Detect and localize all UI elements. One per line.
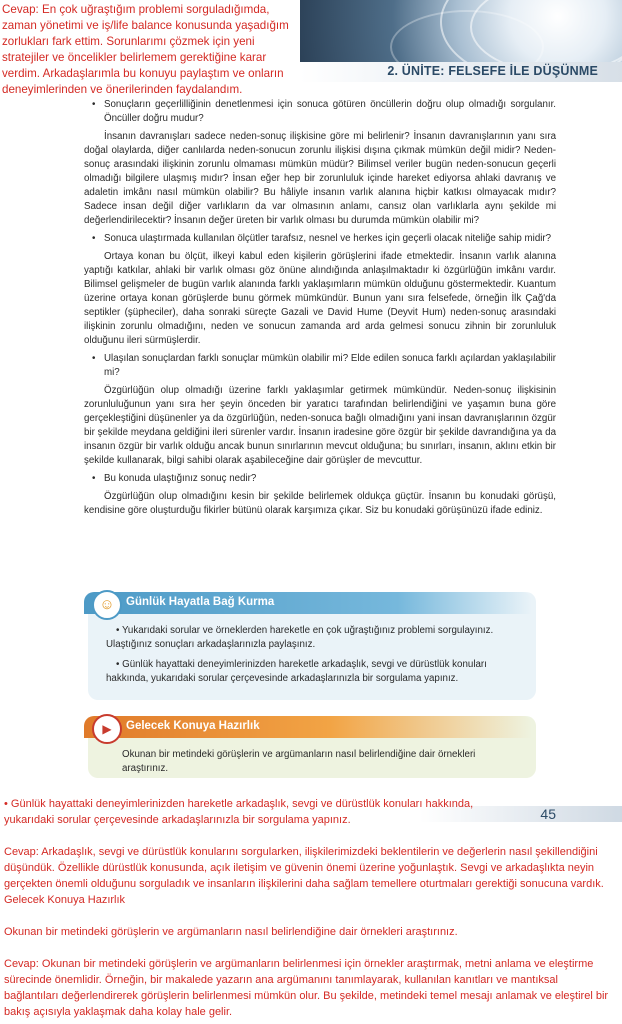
paragraph-alternatives: Özgürlüğün olup olmadığı üzerine farklı yaklaşımlar getirmek mümkündür. Neden-sonuç ilişkisinin zorunluluğunun yanı sıra her şeyin önceden bir yaratıcı tarafından belirlendiğini ve yaşamın buna göre gerçekleştiğini düşünenler ya da özgürlüğün, neden-sonuca bağlı olmadığını yani insan davranışlarının özgür bir şekilde meydana geldiğini ileri sürenler vardır. İnsanın iradesine göre özgür bir şekilde davrandığına ya da insanın özgür bir varlık olduğu ancak bunun sınırlarının mevcut olduğuna; bu sınırları, insanın, aklını etkin bir şekilde kullanarak, bilgi sahibi olarak aşabileceğine dair görüşler de mevcuttur. <box>84 385 556 466</box>
paragraph-conclusion: Özgürlüğün olup olmadığını kesin bir şekilde belirlemek oldukça güçtür. İnsanın bu konudaki görüşü, kendisine göre oluşturduğu fikirler bütünü olarak karşımıza çıkar. Siz bu konudaki görüşünüzü ifade ediniz. <box>84 491 556 516</box>
daily-life-item: • Yukarıdaki sorular ve örneklerden hareketle en çok uğraştığınız problemi sorgulayınız. Ulaştığınız sonuçları arkadaşlarınızla paylaşınız. <box>106 625 494 650</box>
next-topic-text: Okunan bir metindeki görüşlerin ve argümanların nasıl belirlendiğine dair örnekleri araştırınız. <box>122 749 476 774</box>
question-conclusion: • Bu konuda ulaştığınız sonuç nedir? <box>84 472 556 486</box>
paragraph-criteria: Ortaya konan bu ölçüt, ilkeyi kabul eden kişilerin görüşlerini ifade etmektedir. İnsanın varlık alanına yaptığı katkılar, ahlaki bir varlık olması göz önüne alındığında anlaşılmaktadır ki özgürlüğün imkânı vardır. Bilimsel gelişmeler de bugün varlık alanında farklı yaklaşımların mümkün olduğunu göstermektedir. Kuantum üzerine ortaya konan görüşlerde bunu görmek mümkündür. Bunun yanı sıra felsefede, örneğin İlk Çağ'da septikler (şüpheciler), daha sonraki süreçte Gazali ve David Hume (Deyvit Hum) neden-sonuç arasındaki ilişkinin zorunlu olmadığını, neden ve sonucun zamanda ard arda gelmesi sonucu zihnin bir zorunluluk olduğunu ileri sürmüşlerdir. <box>84 251 556 346</box>
question-alternatives: • Ulaşılan sonuçlardan farklı sonuçlar mümkün olabilir mi? Elde edilen sonuca farklı açılardan yaklaşılabilir mi? <box>84 352 556 380</box>
next-topic-title: Gelecek Konuya Hazırlık <box>126 720 260 732</box>
daily-life-header <box>84 592 532 614</box>
page-number: 45 <box>540 806 556 822</box>
top-answer-note: Cevap: En çok uğraştığım problemi sorguladığımda, zaman yönetimi ve iş/life balance konusunda yaşadığım zorlukları fark ettim. Sorunlarımı çözmek için yeni stratejiler ve öncelikler belirlemem gerektiğine karar verdim. Arkadaşlarımla bu konuyu paylaştım ve onların deneyimlerinden ve önerilerinden faydalandım. <box>2 3 289 96</box>
answer-question-repeat: • Günlük hayattaki deneyimlerinizden hareketle arkadaşlık, sevgi ve dürüstlük konuları hakkında, yukarıdaki sorular çerçevesinde arkadaşlarınızla bir sorgulama yapınız. <box>4 798 474 826</box>
next-topic-box <box>88 716 536 778</box>
daily-life-item: • Günlük hayattaki deneyimlerinizden hareketle arkadaşlık, sevgi ve dürüstlük konuları hakkında, yukarıdaki sorular çerçevesinde arkadaşlarınızla bir sorgulama yapınız. <box>106 659 487 684</box>
unit-title: 2. ÜNİTE: FELSEFE İLE DÜŞÜNME <box>387 64 598 78</box>
bottom-answers <box>4 796 614 1020</box>
answer-heading: Gelecek Konuya Hazırlık <box>4 894 126 906</box>
daily-life-title: Günlük Hayatla Bağ Kurma <box>126 596 275 608</box>
globe-icon: ☺ <box>92 590 122 620</box>
answer-task: Okunan bir metindeki görüşlerin ve argümanların nasıl belirlendiğine dair örnekleri araştırınız. <box>4 926 458 938</box>
daily-life-body <box>106 624 516 692</box>
answer-arguments: Cevap: Okunan bir metindeki görüşlerin ve argümanların belirlenmesi için örnekler araştırmak, metni anlama ve eleştirme sürecinde önemlidir. Örneğin, bir makalede yazarın ana argümanını tanımlayarak, kullanılan kanıtları ve mantıksal bağlantıları değerlendirerek görüşlerin belirlenmesi mümkün olur. Bu şekilde, metindeki temel mesajı anlamak ve eleştirel bir bakış açısıyla yaklaşmak daha kolay hale gelir. <box>4 958 609 1018</box>
daily-life-box <box>88 592 536 700</box>
paragraph-causality: İnsanın davranışları sadece neden-sonuç ilişkisine göre mi belirlenir? İnsanın davranışlarının yanı sıra doğal olaylarda, diğer canlılarda neden-sonucun zorunlu ilişkisi dışına çıkmak mümkün değil midir? Neden-sonuç arasındaki ilişkinin zorunlu olmaması mümkün müdür? Bilimsel veriler bugün neden-sonucun geçerli olmadığı bilgilere ulaşmış mıdır? İnsan eğer hep bir zorunluluk içinde hareket ediyorsa ahlaki davranış ve adaletin imkânı nasıl mümkün olabilir? Bu hâliyle insanın varlık alanına hiçbir katkısı olmayacak mıdır? Sadece insan değil diğer varlıkların da var olmasının anlamı, cansız olan varlıklarla aynı şekilde mi değerlendirilecektir? İnsanın değer üreten bir varlık olması bu durumda mümkün olabilir mi? <box>84 131 556 226</box>
question-premises: • Sonuçların geçerlilliğinin denetlenmesi için sonuca götüren öncüllerin doğru olup olmadığı sorgulanır. Öncüller doğru mudur? <box>84 98 556 126</box>
next-topic-header <box>84 716 532 738</box>
answer-friendship: Cevap: Arkadaşlık, sevgi ve dürüstlük konularını sorgularken, ilişkilerimizdeki beklentilerin ve değerlerin nasıl şekillendiğini düşündük. Özellikle dürüstlük konusunda, açık iletişim ve güvenin önemi üzerine yoğunlaştık. Sevgi ve arkadaşlıkta neyin gerçekten önemli olduğunu sorguladık ve insanların ilişkilerini daha sağlam temellere oturtmaları gerektiği sonucuna vardık. <box>4 846 604 890</box>
main-text <box>84 96 556 522</box>
question-criteria: • Sonuca ulaştırmada kullanılan ölçütler tarafsız, nesnel ve herkes için geçerli olacak niteliğe sahip midir? <box>84 232 556 246</box>
play-icon: ▶ <box>92 714 122 744</box>
